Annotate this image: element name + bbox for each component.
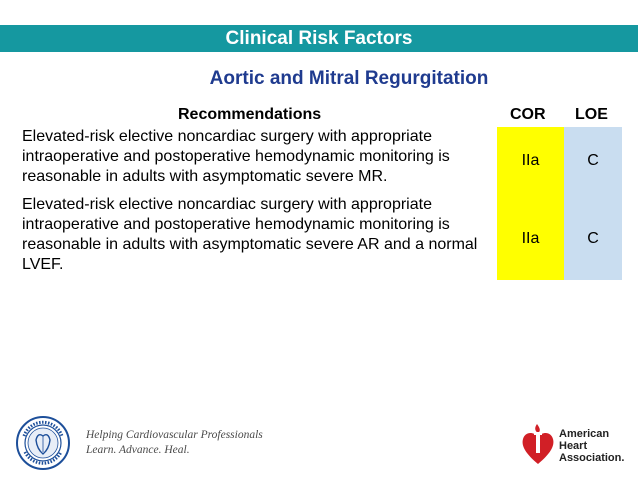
cor-value-1: IIa xyxy=(521,152,540,169)
loe-value-2: C xyxy=(587,230,599,247)
loe-header: LOE xyxy=(575,106,608,123)
acc-tagline-line2: Learn. Advance. Heal. xyxy=(86,444,190,456)
aha-line3: Association. xyxy=(559,452,625,464)
acc-tagline xyxy=(86,428,263,458)
slide-title-banner xyxy=(0,25,638,52)
recommendations-header: Recommendations xyxy=(178,106,322,123)
aha-heart-torch-logo xyxy=(520,422,556,466)
aha-wordmark xyxy=(559,428,624,464)
aha-line1: American xyxy=(559,428,610,440)
recommendation-text-2: Elevated-risk elective noncardiac surgery with appropriate intraoperative and postoperative hemodynamic monitoring is reasonable in adults with asymptomatic severe AR and a normal LVEF. xyxy=(22,196,478,273)
cor-value-2: IIa xyxy=(521,230,540,247)
slide-subtitle: Aortic and Mitral Regurgitation xyxy=(209,68,489,89)
aha-line2: Heart xyxy=(559,440,588,452)
acc-tagline-line1: Helping Cardiovascular Professionals xyxy=(86,429,263,441)
loe-value-1: C xyxy=(587,152,599,169)
loe-column-background xyxy=(564,127,622,280)
recommendation-text-1: Elevated-risk elective noncardiac surgery with appropriate intraoperative and postoperative hemodynamic monitoring is reasonable in adults with asymptomatic severe MR. xyxy=(22,128,450,185)
cor-header: COR xyxy=(510,106,546,123)
slide-title: Clinical Risk Factors xyxy=(225,27,413,49)
acc-seal-logo xyxy=(16,416,70,470)
cor-column-background xyxy=(497,127,564,280)
